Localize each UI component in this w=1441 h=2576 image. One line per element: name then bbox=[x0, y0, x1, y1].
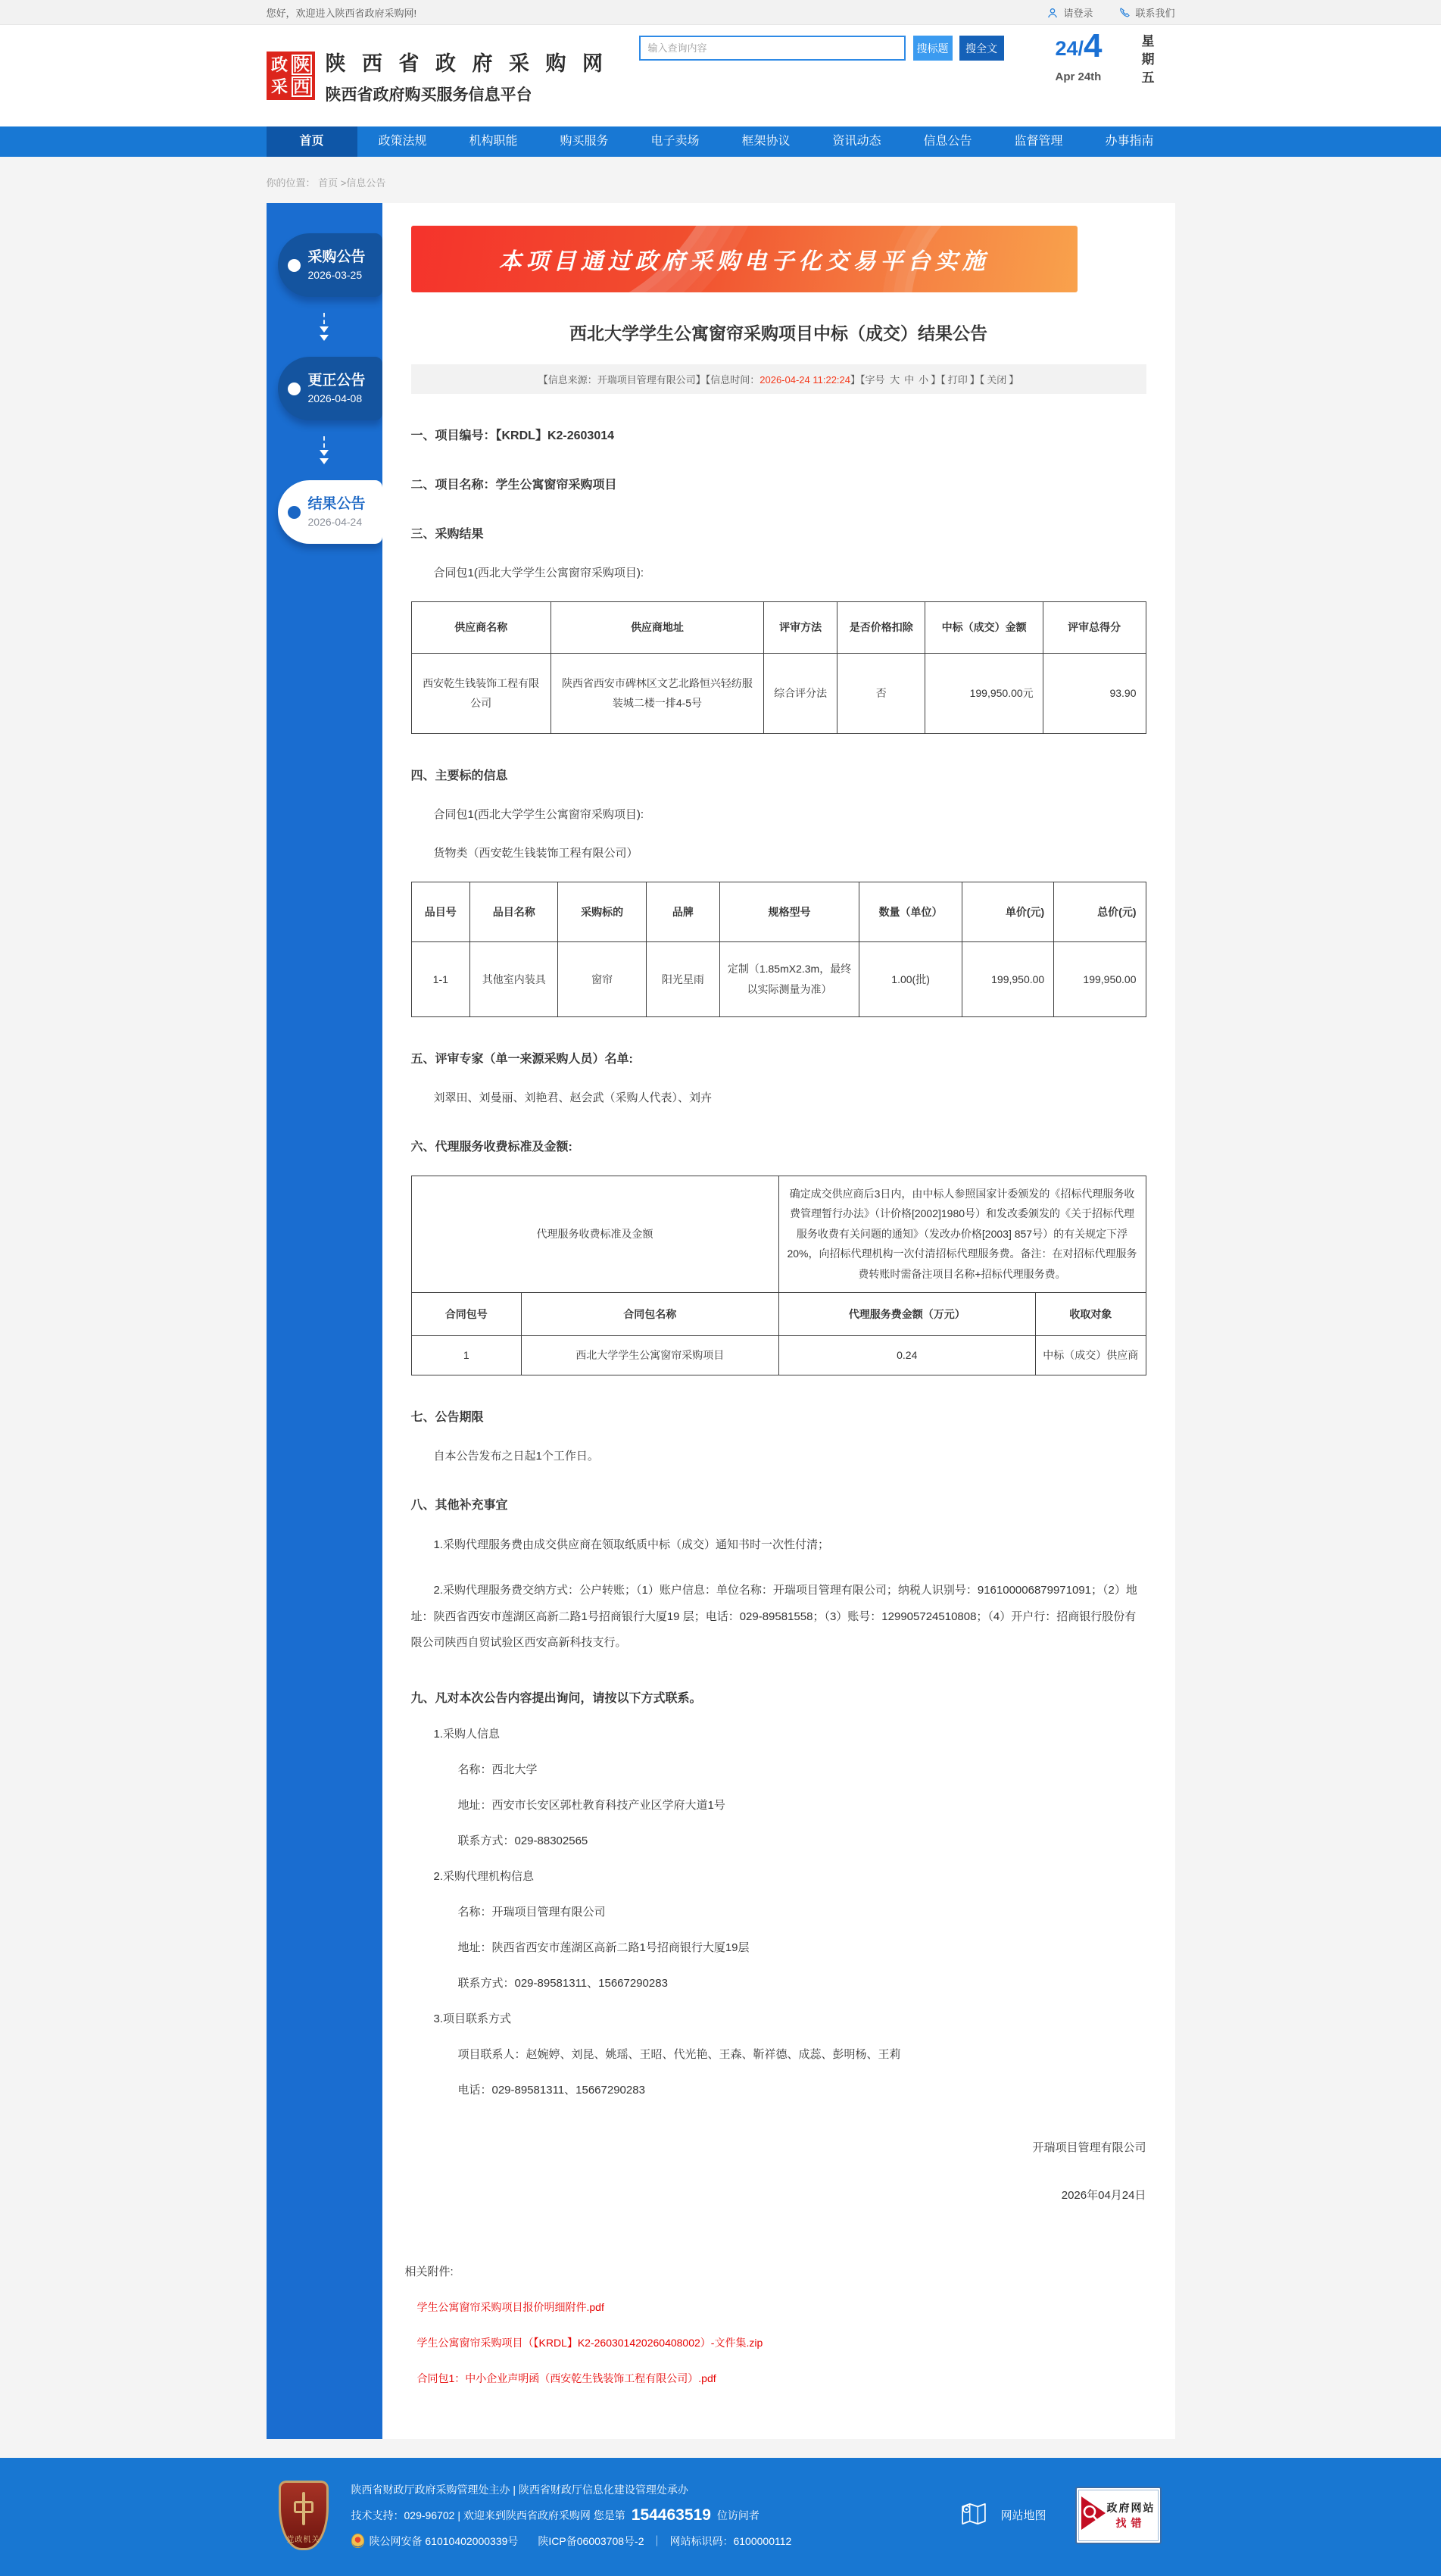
arrow-down-icon bbox=[318, 436, 330, 464]
meta-bracket: 】【 bbox=[931, 374, 946, 386]
attachment-link-pdf-quote[interactable]: 学生公寓窗帘采购项目报价明细附件.pdf bbox=[416, 2300, 604, 2313]
err-badge-line1: 政府网站 bbox=[1106, 2501, 1156, 2514]
agency-address: 地址：陕西省西安市莲湖区高新二路1号招商银行大厦19层 bbox=[457, 1941, 750, 1954]
footer-organizer-line: 陕西省财政厅政府采购管理处主办 | 陕西省财政厅信息化建设管理处承办 bbox=[351, 2483, 688, 2496]
breadcrumb-home[interactable]: 首页 bbox=[318, 177, 338, 189]
cell-total-score: 93.90 bbox=[1043, 653, 1146, 733]
sitemap-link[interactable] bbox=[957, 2498, 1046, 2533]
footer-beian-line bbox=[351, 2534, 792, 2549]
col-review-method: 评审方法 bbox=[764, 602, 837, 654]
table-row bbox=[411, 942, 1146, 1016]
purchaser-address: 地址：西安市长安区郭杜教育科技产业区学府大道1号 bbox=[457, 1798, 725, 1812]
section-contact: 九、凡对本次公告内容提出询问，请按以下方式联系。 bbox=[410, 1691, 702, 1705]
footer-support-line bbox=[351, 2506, 792, 2524]
attachment-link-pdf-sme-declaration[interactable]: 合同包1：中小企业声明函（西安乾生钱装饰工程有限公司）.pdf bbox=[416, 2371, 716, 2384]
search-input[interactable] bbox=[639, 36, 906, 61]
section-notice-period: 七、公告期限 bbox=[410, 1410, 484, 1424]
project-phone: 电话：029-89581311、15667290283 bbox=[457, 2083, 645, 2097]
logo-char: 政 bbox=[270, 55, 288, 74]
agency-name: 名称：开瑞项目管理有限公司 bbox=[457, 1905, 606, 1919]
search-bar bbox=[639, 36, 1004, 61]
cell-fee-amount: 0.24 bbox=[778, 1336, 1036, 1375]
login-link[interactable] bbox=[1046, 5, 1093, 20]
cell-supplier-address: 陕西省西安市碑林区文艺北路恒兴轻纺服装城二楼一排4-5号 bbox=[551, 653, 763, 733]
footer-right-tools bbox=[957, 2487, 1161, 2544]
supplier-result-table bbox=[411, 601, 1146, 734]
col-package-name: 合同包名称 bbox=[522, 1292, 779, 1336]
nav-guide[interactable]: 办事指南 bbox=[1105, 135, 1154, 148]
icp-record[interactable]: 陕ICP备06003708号-2 bbox=[538, 2534, 644, 2547]
nav-policies[interactable]: 政策法规 bbox=[378, 135, 427, 148]
other-matters-p2: 2.采购代理服务费交纳方式：公户转账；（1）账户信息：单位名称：开瑞项目管理有限公司；纳税人识别号：916100006879971091；（2）地址：陕西省西安市莲湖区高新二路1号招商银行大厦19 层；电话：029-89581558；（3）账号：129905724510808；（4）开户行：招商银行股份有限公司陕西自贸试验区西安高新科技支行。 bbox=[410, 1584, 1137, 1650]
meta-bracket: 】【 bbox=[969, 374, 985, 386]
table-header-row bbox=[411, 602, 1146, 654]
article-title: 西北大学学生公寓窗帘采购项目中标（成交）结果公告 bbox=[569, 323, 987, 343]
sitemap-label: 网站地图 bbox=[1000, 2509, 1046, 2523]
breadcrumb-separator: > bbox=[340, 177, 347, 189]
cell-supplier-name: 西安乾生钱装饰工程有限公司 bbox=[411, 653, 551, 733]
error-finder-magnifier-icon bbox=[1080, 2493, 1107, 2537]
arrow-down-icon bbox=[318, 313, 330, 341]
topbar-links bbox=[1046, 5, 1174, 20]
purchaser-name: 名称：西北大学 bbox=[457, 1763, 538, 1776]
cell-package-name: 西北大学学生公寓窗帘采购项目 bbox=[522, 1336, 779, 1375]
timeline-dot-icon bbox=[288, 259, 301, 272]
platform-banner: 本项目通过政府采购电子化交易平台实施 bbox=[411, 226, 1078, 292]
col-item-name: 品目名称 bbox=[470, 882, 558, 942]
close-button[interactable]: 关闭 bbox=[987, 374, 1007, 386]
cell-package-no: 1 bbox=[411, 1336, 522, 1375]
attachments-section bbox=[404, 2263, 1146, 2386]
timeline-dot-icon bbox=[288, 506, 301, 519]
site-footer bbox=[0, 2458, 1441, 2576]
nav-home[interactable]: 首页 bbox=[267, 126, 357, 157]
section-agency-fee: 六、代理服务收费标准及金额: bbox=[410, 1140, 572, 1154]
col-unit-price: 单价(元) bbox=[962, 882, 1053, 942]
cell-total-price: 199,950.00 bbox=[1054, 942, 1146, 1016]
fee-standard-label: 代理服务收费标准及金额 bbox=[411, 1176, 778, 1292]
meta-bracket: 】 bbox=[1009, 374, 1019, 386]
emblem-symbol-icon bbox=[294, 2492, 313, 2525]
signature-block bbox=[411, 2139, 1146, 2203]
category-line: 货物类（西安乾生钱装饰工程有限公司） bbox=[433, 846, 638, 860]
cell-item-no: 1-1 bbox=[411, 942, 470, 1016]
fontsize-large-button[interactable]: 大 bbox=[890, 374, 900, 386]
timeline-sidebar bbox=[267, 203, 382, 2439]
date-month: 4 bbox=[1084, 27, 1103, 64]
meta-fontsize-label: 】【字号 bbox=[850, 374, 885, 386]
contact-link[interactable] bbox=[1118, 5, 1174, 20]
section-project-name: 二、项目名称：学生公寓窗帘采购项目 bbox=[410, 479, 617, 492]
contact-label: 联系我们 bbox=[1135, 8, 1175, 19]
section-procurement-result: 三、采购结果 bbox=[410, 528, 484, 541]
breadcrumb-current[interactable]: 信息公告 bbox=[346, 177, 386, 189]
footer-separator: ｜ bbox=[651, 2534, 663, 2547]
topbar bbox=[0, 0, 1441, 25]
notice-period-body: 自本公告发布之日起1个工作日。 bbox=[433, 1449, 599, 1463]
breadcrumb-prefix: 你的位置： bbox=[266, 177, 316, 189]
fontsize-small-button[interactable]: 小 bbox=[919, 374, 929, 386]
fee-standard-desc: 确定成交供应商后3日内，由中标人参照国家计委颁发的《招标代理服务收费管理暂行办法》（计价格[2002]1980号）和发改委颁发的《关于招标代理服务收费有关问题的通知》（发改办价格[2003] 857号）的有关规定下浮20%，向招标代理机构一次付清招标代理服务费。备注：在对招标代理服务费转账时需备注项目名称+招标代理服务费。 bbox=[778, 1176, 1146, 1292]
nav-announcements[interactable]: 信息公告 bbox=[923, 135, 972, 148]
login-label: 请登录 bbox=[1063, 8, 1093, 19]
package-line: 合同包1(西北大学学生公寓窗帘采购项目): bbox=[433, 567, 644, 579]
timeline-date: 2026-04-24 bbox=[307, 516, 363, 529]
public-security-record[interactable]: 陕公网安备 61010402000339号 bbox=[369, 2534, 519, 2547]
cell-spec-model: 定制（1.85mX2.3m，最终以实际测量为准） bbox=[719, 942, 859, 1016]
col-award-amount: 中标（成交）金额 bbox=[925, 602, 1043, 654]
attachment-link-zip-fileset[interactable]: 学生公寓窗帘采购项目（【KRDL】K2-260301420260408002）-文件集.zip bbox=[416, 2336, 763, 2349]
timeline-label: 更正公告 bbox=[307, 372, 366, 389]
site-code: 网站标识码：6100000112 bbox=[669, 2534, 792, 2547]
site-titles bbox=[326, 47, 609, 105]
search-title-button[interactable]: 搜标题 bbox=[913, 36, 953, 61]
timeline-date: 2026-03-25 bbox=[307, 269, 363, 282]
col-fee-payer: 收取对象 bbox=[1036, 1292, 1146, 1336]
site-header bbox=[0, 25, 1441, 126]
timeline-item-result-notice[interactable] bbox=[278, 480, 382, 544]
timeline-date: 2026-04-08 bbox=[307, 392, 363, 405]
article-meta-bar bbox=[411, 364, 1146, 394]
logo-char: 陕 bbox=[292, 55, 312, 75]
fontsize-medium-button[interactable]: 中 bbox=[904, 374, 915, 386]
nav-supervision[interactable]: 监督管理 bbox=[1014, 135, 1063, 148]
party-government-emblem-icon bbox=[279, 2481, 329, 2550]
site-logo bbox=[267, 52, 315, 100]
nav-news[interactable]: 资讯动态 bbox=[832, 135, 881, 148]
purchaser-info-title: 1.采购人信息 bbox=[433, 1727, 501, 1741]
col-procurement-subject: 采购标的 bbox=[558, 882, 646, 942]
phone-icon bbox=[1118, 7, 1131, 19]
table-header-row bbox=[411, 882, 1146, 942]
site-name: 陕 西 省 政 府 采 购 网 bbox=[325, 52, 609, 75]
project-contact-title: 3.项目联系方式 bbox=[433, 2012, 512, 2025]
date-day: 24/ bbox=[1055, 37, 1084, 60]
signature-date: 2026年04月24日 bbox=[1061, 2188, 1146, 2202]
col-total-score: 评审总得分 bbox=[1043, 602, 1146, 654]
footer-text-block bbox=[351, 2482, 792, 2549]
site-subtitle: 陕西省政府购买服务信息平台 bbox=[325, 86, 532, 104]
timeline-label: 采购公告 bbox=[307, 248, 366, 265]
agency-phone: 联系方式：029-89581311、15667290283 bbox=[457, 1976, 668, 1990]
err-badge-line2: 找错 bbox=[1115, 2516, 1146, 2529]
main-area bbox=[267, 203, 1175, 2439]
cell-award-amount: 199,950.00元 bbox=[925, 653, 1043, 733]
police-badge-icon bbox=[351, 2534, 364, 2548]
col-item-no: 品目号 bbox=[411, 882, 470, 942]
col-quantity: 数量（单位） bbox=[859, 882, 962, 942]
table-header-row bbox=[411, 1292, 1146, 1336]
cell-review-method: 综合评分法 bbox=[764, 653, 837, 733]
package-line: 合同包1(西北大学学生公寓窗帘采购项目): bbox=[433, 807, 644, 821]
cell-unit-price: 199,950.00 bbox=[962, 942, 1053, 1016]
fee-desc-row bbox=[411, 1176, 1146, 1292]
attachments-title: 相关附件: bbox=[404, 2265, 454, 2278]
logo-char: 西 bbox=[292, 76, 312, 97]
col-package-no: 合同包号 bbox=[411, 1292, 522, 1336]
visitor-count: 154463519 bbox=[631, 2506, 711, 2524]
project-contacts: 项目联系人：赵婉婷、刘昆、姚瑶、王昭、代光艳、王森、靳祥德、成蕊、彭明杨、王莉 bbox=[457, 2047, 901, 2061]
print-button[interactable]: 打印 bbox=[947, 374, 968, 386]
expert-names: 刘翠田、刘曼丽、刘艳君、赵会武（采购人代表）、刘卉 bbox=[433, 1091, 713, 1104]
cell-item-name: 其他室内装具 bbox=[470, 942, 558, 1016]
logo-char: 采 bbox=[270, 76, 288, 96]
purchaser-phone: 联系方式：029-88302565 bbox=[457, 1834, 588, 1847]
timeline-item-correction-notice[interactable] bbox=[278, 357, 382, 420]
main-nav bbox=[0, 126, 1441, 157]
footer-support-post: 位访问者 bbox=[716, 2509, 759, 2521]
section-main-subject: 四、主要标的信息 bbox=[410, 769, 508, 782]
gov-site-error-report-badge[interactable] bbox=[1075, 2487, 1162, 2544]
emblem-label: 党政机关 bbox=[286, 2535, 320, 2544]
timeline-item-procurement-notice[interactable] bbox=[278, 233, 382, 297]
col-brand: 品牌 bbox=[646, 882, 719, 942]
date-block bbox=[1055, 27, 1157, 87]
col-total-price: 总价(元) bbox=[1054, 882, 1146, 942]
other-matters-p1: 1.采购代理服务费由成交供应商在领取纸质中标（成交）通知书时一次性付清； bbox=[433, 1538, 830, 1551]
nav-e-mall[interactable]: 电子卖场 bbox=[650, 135, 700, 148]
timeline-label: 结果公告 bbox=[307, 495, 366, 512]
weekday-label: 星期五 bbox=[1141, 34, 1155, 85]
map-icon bbox=[957, 2498, 990, 2533]
footer-support-pre: 技术支持：029-96702 | 欢迎来到陕西省政府采购网 您是第 bbox=[351, 2509, 625, 2521]
agency-fee-table bbox=[411, 1176, 1146, 1375]
cell-quantity: 1.00(批) bbox=[859, 942, 962, 1016]
nav-purchase-services[interactable]: 购买服务 bbox=[560, 135, 609, 148]
nav-functions[interactable]: 机构职能 bbox=[469, 135, 518, 148]
date-english: Apr 24th bbox=[1055, 70, 1102, 83]
table-row bbox=[411, 653, 1146, 733]
col-supplier-address: 供应商地址 bbox=[551, 602, 763, 654]
article-panel bbox=[382, 203, 1175, 2439]
section-project-number: 一、项目编号：【KRDL】K2-2603014 bbox=[410, 429, 615, 442]
cell-brand: 阳光星雨 bbox=[646, 942, 719, 1016]
col-price-deduction: 是否价格扣除 bbox=[837, 602, 925, 654]
table-row bbox=[411, 1336, 1146, 1375]
col-fee-amount: 代理服务费金额（万元） bbox=[778, 1292, 1036, 1336]
subject-detail-table bbox=[411, 882, 1146, 1017]
meta-time: 2026-04-24 11:22:24 bbox=[759, 374, 850, 386]
user-icon bbox=[1046, 7, 1059, 19]
nav-framework-agreement[interactable]: 框架协议 bbox=[741, 135, 791, 148]
breadcrumb bbox=[0, 157, 1441, 203]
signature-company: 开瑞项目管理有限公司 bbox=[1032, 2140, 1146, 2154]
meta-source: 【信息来源：开瑞项目管理有限公司】【信息时间： bbox=[538, 374, 760, 386]
search-fulltext-button[interactable]: 搜全文 bbox=[959, 36, 1004, 61]
col-spec-model: 规格型号 bbox=[719, 882, 859, 942]
cell-price-deduction: 否 bbox=[837, 653, 925, 733]
timeline-dot-icon bbox=[288, 382, 301, 395]
section-experts: 五、评审专家（单一来源采购人员）名单: bbox=[410, 1052, 633, 1066]
welcome-text: 您好，欢迎进入陕西省政府采购网! bbox=[266, 8, 417, 19]
section-other-matters: 八、其他补充事宜 bbox=[410, 1498, 508, 1512]
cell-procurement-subject: 窗帘 bbox=[558, 942, 646, 1016]
col-supplier-name: 供应商名称 bbox=[411, 602, 551, 654]
cell-fee-payer: 中标（成交）供应商 bbox=[1036, 1336, 1146, 1375]
agency-info-title: 2.采购代理机构信息 bbox=[433, 1869, 535, 1883]
